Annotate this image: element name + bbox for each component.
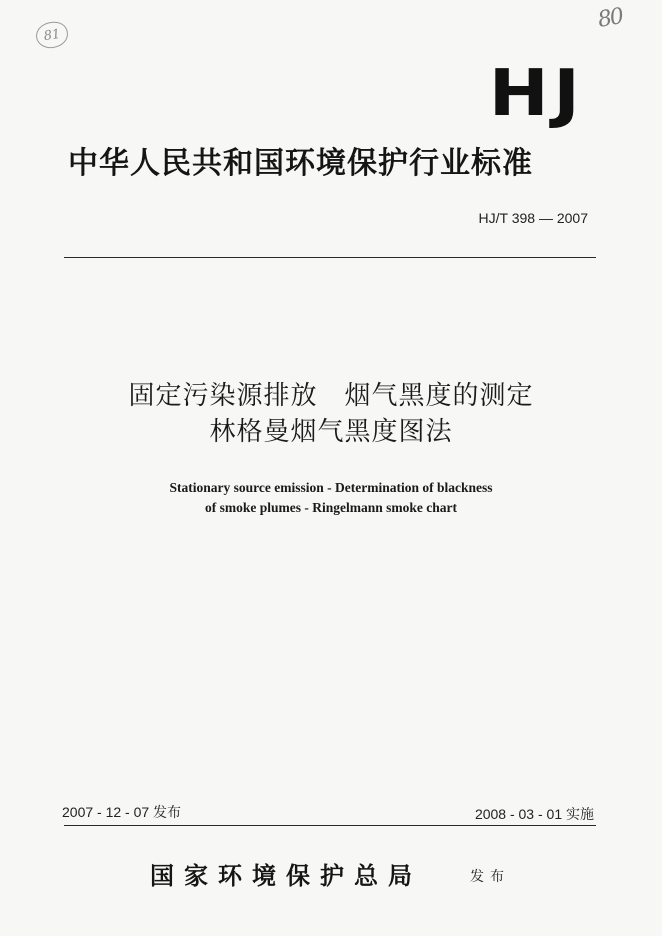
standard-code: HJ/T 398 — 2007 xyxy=(478,210,588,226)
publish-label: 发布 xyxy=(470,869,510,885)
chinese-title-line-1: 固定污染源排放 烟气黑度的测定 xyxy=(128,381,534,411)
handwritten-circle-number: 81 xyxy=(42,26,62,44)
hj-logo: HJ xyxy=(488,57,584,131)
chinese-title xyxy=(0,378,662,450)
issue-date: 2007 - 12 - 07 发布 xyxy=(62,804,182,820)
handwritten-corner-number: 80 xyxy=(596,4,624,33)
top-divider xyxy=(64,257,596,258)
effective-date: 2008 - 03 - 01 实施 xyxy=(474,806,594,822)
bottom-divider xyxy=(64,825,596,826)
english-title-line-2: of smoke plumes - Ringelmann smoke chart xyxy=(205,500,457,515)
org-standard-heading: 中华人民共和国环境保护行业标准 xyxy=(68,146,533,181)
chinese-title-line-2: 林格曼烟气黑度图法 xyxy=(209,417,453,447)
english-title xyxy=(0,478,662,518)
publisher-name: 国家环境保护总局 xyxy=(150,861,422,890)
handwritten-circle-mark xyxy=(34,20,69,50)
english-title-line-1: Stationary source emission - Determination of blackness xyxy=(169,480,493,495)
